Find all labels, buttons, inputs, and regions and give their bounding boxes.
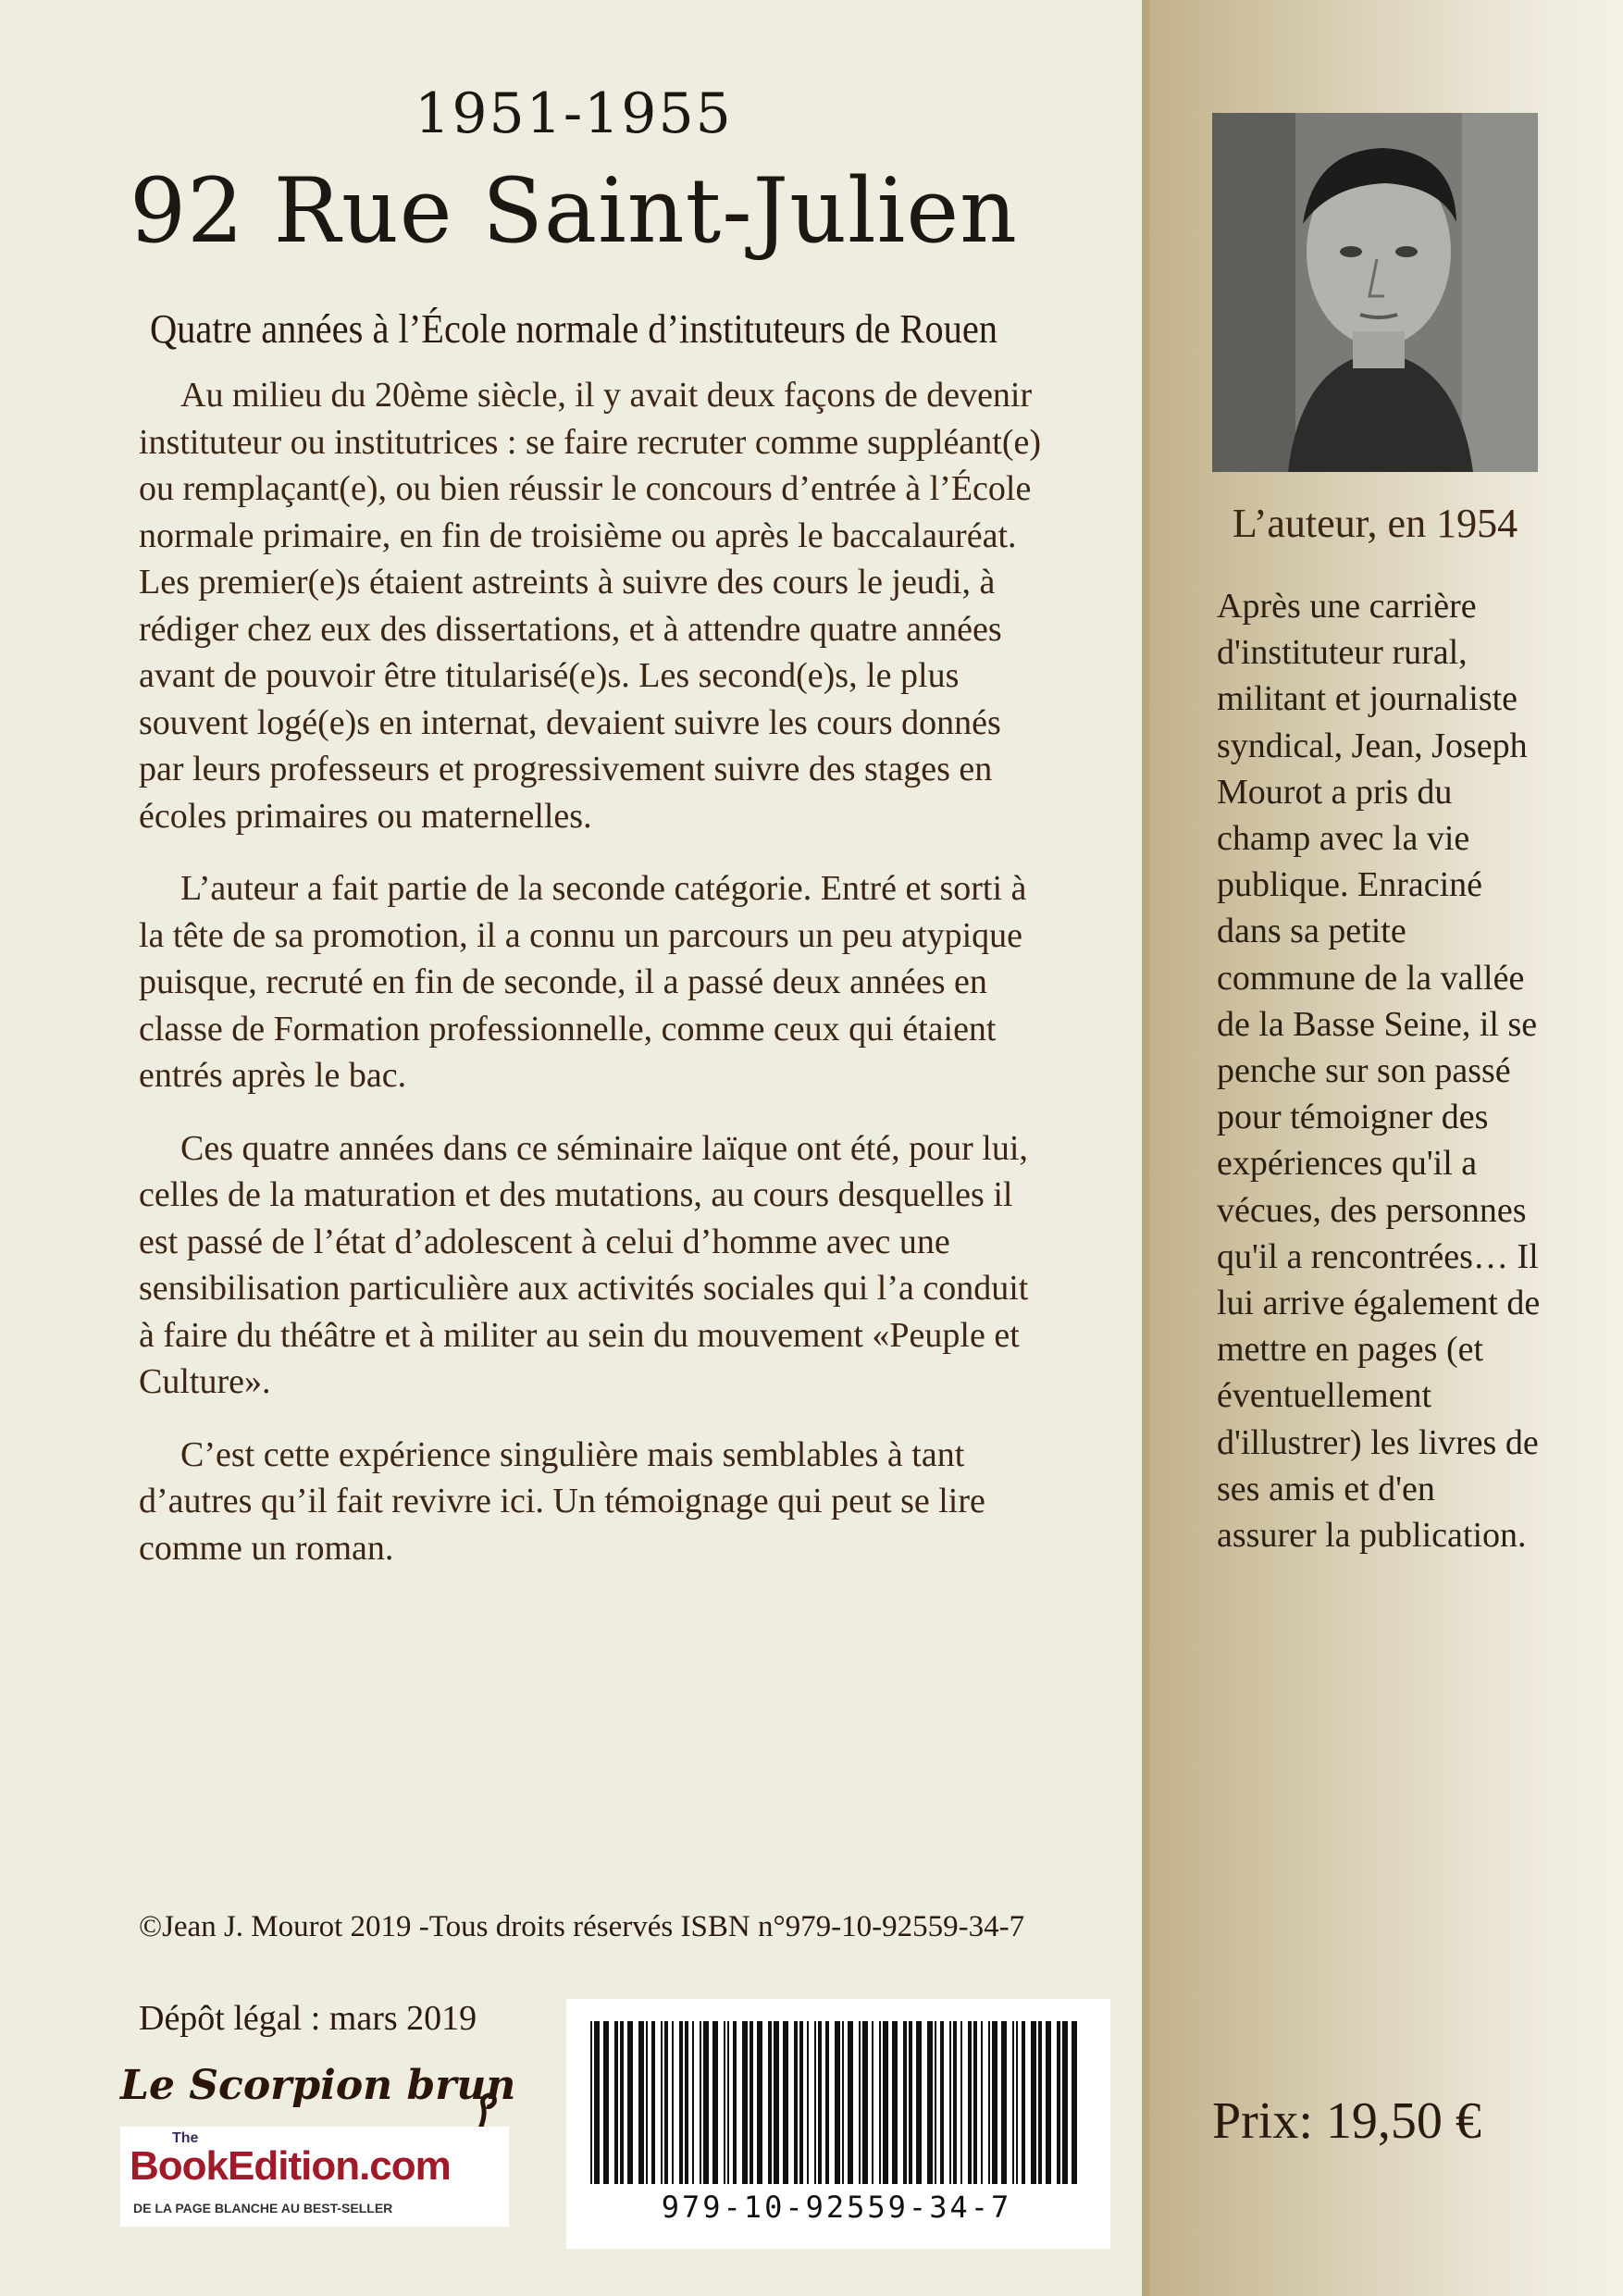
bookedition-wordmark: BookEdition.com — [130, 2143, 451, 2189]
barcode-bar — [848, 2021, 853, 2184]
barcode-bar — [879, 2021, 881, 2184]
barcode-bar — [953, 2021, 957, 2184]
barcode-bar — [825, 2021, 829, 2184]
barcode-bar — [892, 2021, 898, 2184]
barcode-bar — [1001, 2021, 1007, 2184]
barcode-bar — [638, 2021, 644, 2184]
barcode-bar — [727, 2021, 729, 2184]
barcode-bar — [724, 2021, 725, 2184]
barcode-bar — [949, 2021, 951, 2184]
barcode-bar — [664, 2021, 668, 2184]
barcode-bar — [590, 2021, 592, 2184]
barcode-bar — [916, 2021, 922, 2184]
barcode-bar — [973, 2021, 977, 2184]
barcode-bar — [992, 2021, 997, 2184]
summary-paragraph: Ces quatre années dans ce séminaire laïque ont été, pour lui, celles de la maturation et des mutations, au cours desquelles il est passé de l’état d’adolescent à celui d’homme avec une sensibilisation particulière aux activités sociales qui l’a conduit à faire du théâtre et à militer au sein du mouvement «Peuple et Culture». — [139, 1128, 1029, 1401]
bookedition-tagline: DE LA PAGE BLANCHE AU BEST-SELLER — [133, 2201, 393, 2215]
barcode-bar — [783, 2021, 788, 2184]
price-label: Prix: 19,50 € — [1212, 2092, 1481, 2150]
barcode-bar — [692, 2021, 694, 2184]
barcode-bar — [988, 2021, 990, 2184]
bookedition-the: The — [172, 2130, 199, 2146]
barcode-bar — [1016, 2021, 1018, 2184]
barcode-bar — [646, 2021, 648, 2184]
barcode-bar — [835, 2021, 840, 2184]
barcode-bar — [1072, 2021, 1077, 2184]
barcode-bar — [774, 2021, 779, 2184]
barcode-bar — [712, 2021, 718, 2184]
barcode-bar — [614, 2021, 618, 2184]
barcode-bar — [620, 2021, 624, 2184]
barcode-bar — [703, 2021, 709, 2184]
author-portrait-image — [1212, 113, 1538, 472]
barcode-bar — [733, 2021, 737, 2184]
barcode-bar — [927, 2021, 933, 2184]
barcode-bar — [672, 2021, 674, 2184]
barcode-bar — [1031, 2021, 1036, 2184]
barcode-bar — [1038, 2021, 1042, 2184]
barcode-bar — [859, 2021, 861, 2184]
barcode-bar — [750, 2021, 753, 2184]
barcode-bar — [742, 2021, 748, 2184]
summary-paragraph: C’est cette expérience singulière mais semblables à tant d’autres qu’il fait revivre ici. Un témoignage qui peut se lire comme un roman. — [139, 1434, 985, 1568]
panel-divider — [1142, 0, 1149, 2296]
author-bio: Après une carrière d'instituteur rural, militant et journaliste syndical, Jean, Joseph Mourot a pris du champ avec la vie publique. Enraciné dans sa petite commune de la vallée de la Basse Seine, il se penche sur son passé pour témoigner des expériences qu'il a vécues, des personnes qu'il a rencontrées… Il lui arrive également de mettre en pages (et éventuellement d'illustrer) les livres de ses amis et d'en assurer la publication. — [1217, 587, 1541, 1556]
barcode-bar — [842, 2021, 844, 2184]
barcode-bar — [1046, 2021, 1051, 2184]
barcode-bar — [594, 2021, 600, 2184]
barcode-bar — [685, 2021, 688, 2184]
barcode-bar — [909, 2021, 912, 2184]
barcode-bar — [1062, 2021, 1068, 2184]
barcode-bar — [818, 2021, 822, 2184]
barcode-bar — [872, 2021, 873, 2184]
barcode-bar — [679, 2021, 683, 2184]
legal-deposit: Dépôt légal : mars 2019 — [139, 1999, 477, 2038]
summary-paragraph: Au milieu du 20ème siècle, il y avait deux façons de devenir instituteur ou institutrices : se faire recruter comme suppléant(e) ou remplaçant(e), ou bien réussir le concours d’entrée à l’École normale primaire, en fin de troisième ou après le baccalauréat. Les premier(e)s étaient astreints à suivre des cours le jeudi, à rédiger chez eux des dissertations, et à attendre quatre années avant de pouvoir être titularisé(e)s. Les second(e)s, le plus souvent logé(e)s en internat, devaient suivre les cours donnés par leurs professeurs et progressivement suivre des stages en écoles primaires ou maternelles. — [139, 376, 1041, 836]
author-photo-caption: L’auteur, en 1954 — [1232, 501, 1518, 546]
barcode-bar — [814, 2021, 816, 2184]
barcode-bar — [960, 2021, 962, 2184]
barcode-bar — [661, 2021, 663, 2184]
author-photo — [1212, 113, 1538, 472]
barcode-bar — [757, 2021, 762, 2184]
barcode-bar — [940, 2021, 944, 2184]
barcode-bar — [935, 2021, 936, 2184]
barcode-bar — [981, 2021, 983, 2184]
copyright-isbn: ©Jean J. Mourot 2019 -Tous droits réservés ISBN n°979-10-92559-34-7 — [139, 1910, 1025, 1943]
barcode-bar — [794, 2021, 798, 2184]
isbn-barcode — [566, 1999, 1110, 2249]
barcode-bar — [700, 2021, 701, 2184]
barcode-bar — [768, 2021, 772, 2184]
barcode-bar — [883, 2021, 888, 2184]
summary-text — [139, 372, 1046, 1597]
barcode-bar — [799, 2021, 803, 2184]
cover-subtitle: Quatre années à l’École normale d’instituteurs de Rouen — [149, 306, 998, 352]
barcode-bar — [862, 2021, 868, 2184]
barcode-bar — [1012, 2021, 1014, 2184]
barcode-bars — [587, 2021, 1090, 2188]
barcode-bar — [1057, 2021, 1060, 2184]
cover-years: 1951-1955 — [415, 81, 733, 146]
cover-title: 92 Rue Saint-Julien — [129, 159, 1018, 263]
barcode-digits: 979-10-92559-34-7 — [661, 2190, 1012, 2225]
barcode-bar — [807, 2021, 809, 2184]
barcode-bar — [627, 2021, 633, 2184]
barcode-bar — [651, 2021, 655, 2184]
barcode-bar — [603, 2021, 609, 2184]
barcode-bar — [903, 2021, 907, 2184]
bookedition-logo — [120, 2127, 509, 2227]
barcode-bar — [968, 2021, 972, 2184]
summary-paragraph: L’auteur a fait partie de la seconde catégorie. Entré et sorti à la tête de sa promotion, il a connu un parcours un peu atypique puisque, recruté en fin de seconde, il a passé deux années en classe de Formation professionnelle, comme ceux qui étaient entrés après le bac. — [139, 869, 1027, 1095]
scorpion-brun-wordmark: Le Scorpion brun — [120, 2062, 516, 2109]
barcode-bar — [1022, 2021, 1025, 2184]
